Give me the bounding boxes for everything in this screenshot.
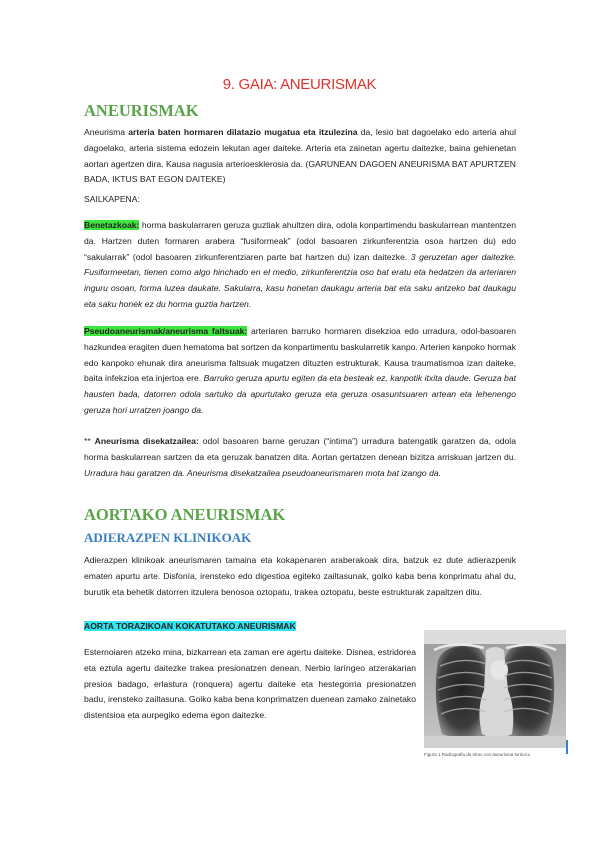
adierazpen-paragraph: Adierazpen klinikoak aneurismaren tamaina eta kokapenaren araberakoak dira, batzuk ez dute adierazpenik ematen apurtu arte. Disfonía, irensteko edo digestioa egiteko zailtasunak, goiko kaba bena konprimatu ahal du, burutik eta behetik datorren itzulera benosoa oztopatu, trakea oztopatu, beste estrukturak zapaltzen ditu. [84,555,516,597]
disekatzailea-text: odol basoaren barne geruzan (“intima”) urradura batengatik garatzen da, odola horma baskularrean sartzen da eta geruzak banatzen dita. Aortan gertatzen denean bizitza arriskuan jartzen du. [84,436,516,462]
benetazkoak-italic: 3 geruzetan ager daitezke. Fusiformeetan, tienen como algo hinchado en el medio, zirkunferentzia oso bat eratu eta hedatzen da arteriaren inguru osoan, forma luzea daukate. Sakularra, kasu honetan daukagu arteria bat eta saku antzeko bat daukagu eta saku honek ez du horma guztia hartzen. [84,251,516,309]
pseudo-italic: Barruko geruza apurtu egiten da eta besteak ez, kanpotik itxita daude. Geruza bat hausten bada, datorren odola sartuko da apurtutako geruza eta geruza osasuntsuaren artean eta lehenengo geruza hori urratzen joango da. [84,373,516,415]
pseudo-text: arteriaren barruko hormaren disekzioa edo urradura, odol-basoaren hazkundea eragiten duen hematoma bat sortzen da konpartimentu baskularretik kanpo. Arterien kanpoko hormak edo kanpoko ehunak dira aneurisma faltsuak mugatzen dituzten estrukturak. Kausa traumatismoa izan daiteke, baita infekzioa eta injertoa ere. [84,326,516,384]
image-side-bar [566,740,568,754]
torazikoa-paragraph: Esternoiaren atzeko mina, bizkarrean eta zaman ere agertu daiteke. Disnea, estridorea eta eztula agertu daitezke trakea presionatzen denean. Nerbio laríngeo atzerakarian presioa badago, erlastura (ronquera) agertu daiteke eta hestegorria presionatzen badu, irensteko zailtasuna. Goiko kaba bena konprimatzen duenean zamako zainetako distentsioa eta aurpegiko edema egon daitezke. [84,647,416,721]
disekatzailea-paragraph [84,434,516,481]
xray-caption: Figura 1 Radiografía de tórax con aneurisma torácico [424,752,531,757]
heading-torazikoa: AORTA TORAZIKOAN KOKATUTAKO ANEURISMAK [84,621,296,631]
pseudo-paragraph [84,324,516,419]
heading-adierazpen-klinikoak: ADIERAZPEN KLINIKOAK [84,530,252,545]
pseudo-label: Pseudoaneurismak/aneurisma faltsuak: [84,326,248,336]
intro-paragraph [84,125,516,188]
benetazkoak-label: Benetazkoak: [84,220,140,230]
benetazkoak-paragraph [84,218,516,313]
chest-xray-image [424,630,566,748]
disekatzailea-prefix: ** [84,436,95,446]
benetazkoak-text: horma baskularraren geruza guztiak ahultzen dira, odola konpartimendu baskularrean mantentzen da. Hartzen duten formaren arabera “fusiformeak” (odol basoaren zirkunferentzia osoa hartzen du) edo “sakularrak” (odol basoaren zirkunferentziaren parte bat hartzen du) izan daitezke. [84,220,516,262]
heading-aortako-aneurismak: AORTAKO ANEURISMAK [84,505,286,524]
disekatzailea-italic: Urradura hau garatzen da. Aneurisma disekatzailea pseudoaneurismaren mota bat izango da. [84,467,442,478]
intro-text-c: da, lesio bat dagoelako edo arteria ahul dagoelako, arteria sistema edozein lekutan ager daiteke. Arteria eta zainetan agertu daitezke, baina gehienetan aortan agertzen dira. Kausa nagusia arterioesklerosia da. (GARUNEAN DAGOEN ANEURISMA BAT APURTZEN BADA, IKTUS BAT EGON DAITEKE) [84,127,516,185]
sailkapena-label: SAILKAPENA: [84,194,140,204]
heading-aneurismak: ANEURISMAK [84,101,199,120]
intro-text-a: Aneurisma [84,127,129,137]
disekatzailea-label: Aneurisma disekatzailea: [94,436,199,446]
page-title: 9. GAIA: ANEURISMAK [222,76,377,93]
intro-text-bold: arteria baten hormaren dilatazio mugatua eta itzulezina [128,127,358,137]
